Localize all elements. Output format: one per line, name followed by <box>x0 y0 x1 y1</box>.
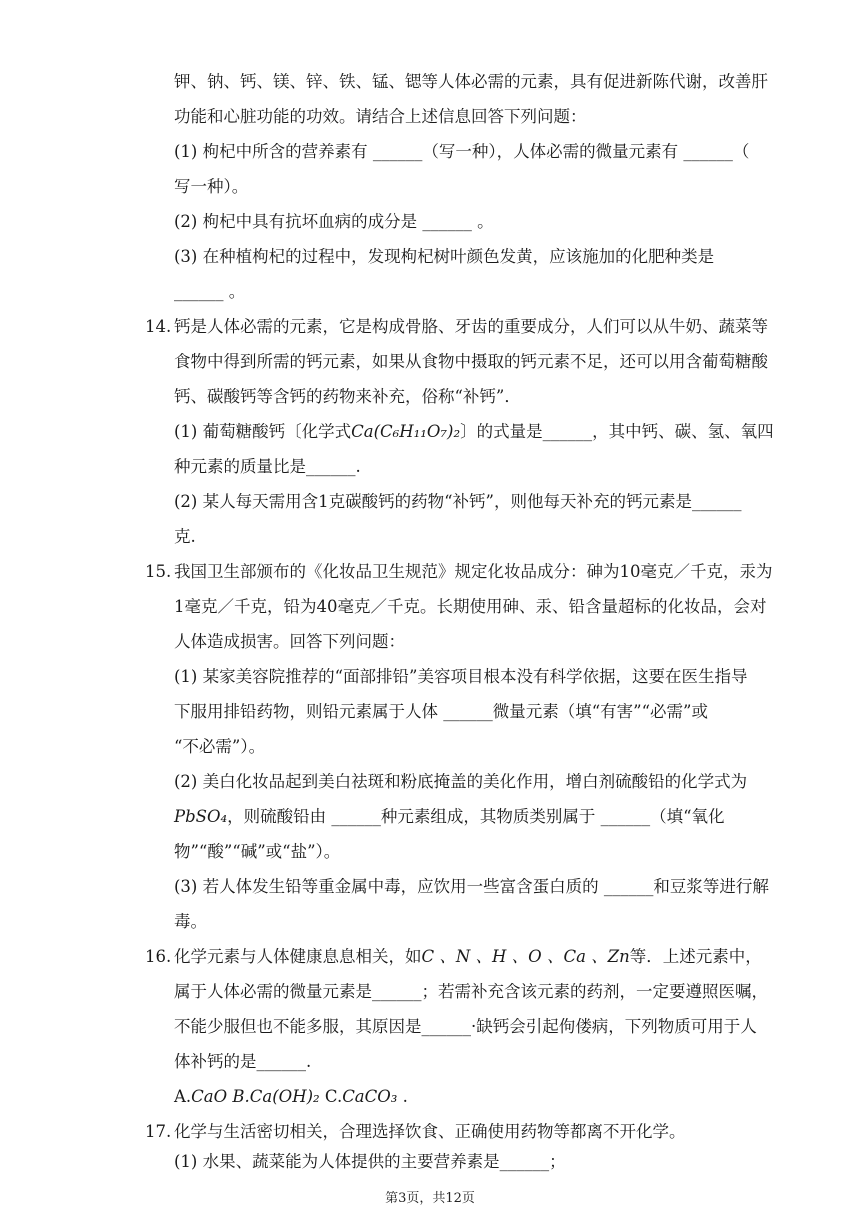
intro-question-1: (1) 枸杞中所含的营养素有 ______（写一种），人体必需的微量元素有 ______（ <box>174 142 750 161</box>
question-15-part-1: (1) 某家美容院推荐的“面部排铅”美容项目根本没有科学依据，这要在医生指导 <box>174 667 748 686</box>
question-17-number: 17. <box>145 1122 172 1141</box>
question-17-part-1: (1) 水果、蔬菜能为人体提供的主要营养素是______； <box>174 1152 566 1171</box>
question-16-line-4: 体补钙的是______. <box>174 1052 312 1071</box>
question-15-line-2: 1毫克／千克，铅为40毫克／千克。长期使用砷、汞、铅含量超标的化妆品，会对 <box>174 597 767 616</box>
question-16-line-3: 不能少服但也不能多服，其原因是______·缺钙会引起佝偻病，下列物质可用于人 <box>174 1017 757 1036</box>
page-footer: 第3页，共12页 <box>385 1191 475 1206</box>
intro-question-3: (3) 在种植枸杞的过程中，发现枸杞树叶颜色发黄，应该施加的化肥种类是 <box>174 247 715 266</box>
question-15-line-3: 人体造成损害。回答下列问题： <box>174 632 405 651</box>
question-15-part-2-end: 物”“酸”“碱”或“盐”）。 <box>174 842 341 861</box>
question-16-line-1 <box>174 947 762 967</box>
q14-p1-text-b: 〕的式量是______，其中钙、碳、氢、氧四 <box>460 422 774 441</box>
option-a-label: A. <box>174 1087 192 1106</box>
question-15-part-1-end: “不必需”）。 <box>174 737 266 756</box>
question-14-number: 14. <box>145 317 172 336</box>
q14-p1-text-a: (1) 葡萄糖酸钙〔化学式 <box>174 422 352 441</box>
question-16-line-2: 属于人体必需的微量元素是______；若需补充含该元素的药剂，一定要遵照医嘱， <box>174 982 768 1001</box>
question-15-part-2: (2) 美白化妆品起到美白祛斑和粉底掩盖的美化作用，增白剂硫酸铅的化学式为 <box>174 772 748 791</box>
q15-formula: PbSO₄ <box>174 807 228 826</box>
option-a-formula: CaO <box>191 1087 228 1106</box>
question-15-part-1-cont: 下服用排铅药物，则铅元素属于人体 ______微量元素（填“有害”“必需”或 <box>174 702 708 721</box>
q16-text-b: 等．上述元素中， <box>629 947 762 966</box>
question-14-line-3: 钙、碳酸钙等含钙的药物来补充，俗称“补钙”． <box>174 387 521 406</box>
question-15-part-3: (3) 若人体发生铅等重金属中毒，应饮用一些富含蛋白质的 ______和豆浆等进行解 <box>174 877 769 896</box>
q16-text-a: 化学元素与人体健康息息相关，如 <box>174 947 422 966</box>
question-15-number: 15. <box>145 562 172 581</box>
question-14-part-2-cont: 克. <box>174 527 196 546</box>
option-c-formula: CaCO₃ <box>342 1087 398 1106</box>
intro-line-1: 钾、钠、钙、镁、锌、铁、锰、锶等人体必需的元素，具有促进新陈代谢，改善肝 <box>174 72 768 91</box>
intro-question-2: (2) 枸杞中具有抗坏血病的成分是 ______ 。 <box>174 212 494 231</box>
option-b: B.Ca(OH)₂ <box>227 1087 320 1106</box>
question-15-line-1: 我国卫生部颁布的《化妆品卫生规范》规定化妆品成分：砷为10毫克／千克，汞为 <box>174 562 773 581</box>
question-14-line-2: 食物中得到所需的钙元素，如果从食物中摄取的钙元素不足，还可以用含葡萄糖酸 <box>174 352 768 371</box>
question-14-part-1 <box>174 422 774 442</box>
option-c-label: C. <box>319 1087 343 1106</box>
question-17-line-1: 化学与生活密切相关，合理选择饮食、正确使用药物等都离不开化学。 <box>174 1122 686 1141</box>
options-end: . <box>397 1087 408 1106</box>
question-15-part-3-cont: 毒。 <box>174 912 207 931</box>
question-16-options <box>174 1087 408 1107</box>
question-14-part-2: (2) 某人每天需用含1克碳酸钙的药物“补钙”，则他每天补充的钙元素是______ <box>174 492 742 511</box>
question-14-part-1-cont: 种元素的质量比是______. <box>174 457 361 476</box>
q16-elements: C 、N 、H 、O 、Ca 、Zn <box>421 947 630 966</box>
question-14-line-1: 钙是人体必需的元素，它是构成骨胳、牙齿的重要成分，人们可以从牛奶、蔬菜等 <box>174 317 768 336</box>
intro-question-3-cont: ______ 。 <box>174 282 246 301</box>
intro-question-1-cont: 写一种）。 <box>174 177 249 196</box>
q15-p2-text-b: ，则硫酸铅由 ______种元素组成，其物质类别属于 ______（填“氧化 <box>227 807 725 826</box>
question-15-part-2-cont <box>174 807 725 827</box>
q14-formula: Ca(C₆H₁₁O₇)₂ <box>351 422 461 441</box>
question-16-number: 16. <box>145 947 172 966</box>
intro-line-2: 功能和心脏功能的功效。请结合上述信息回答下列问题： <box>174 107 587 126</box>
